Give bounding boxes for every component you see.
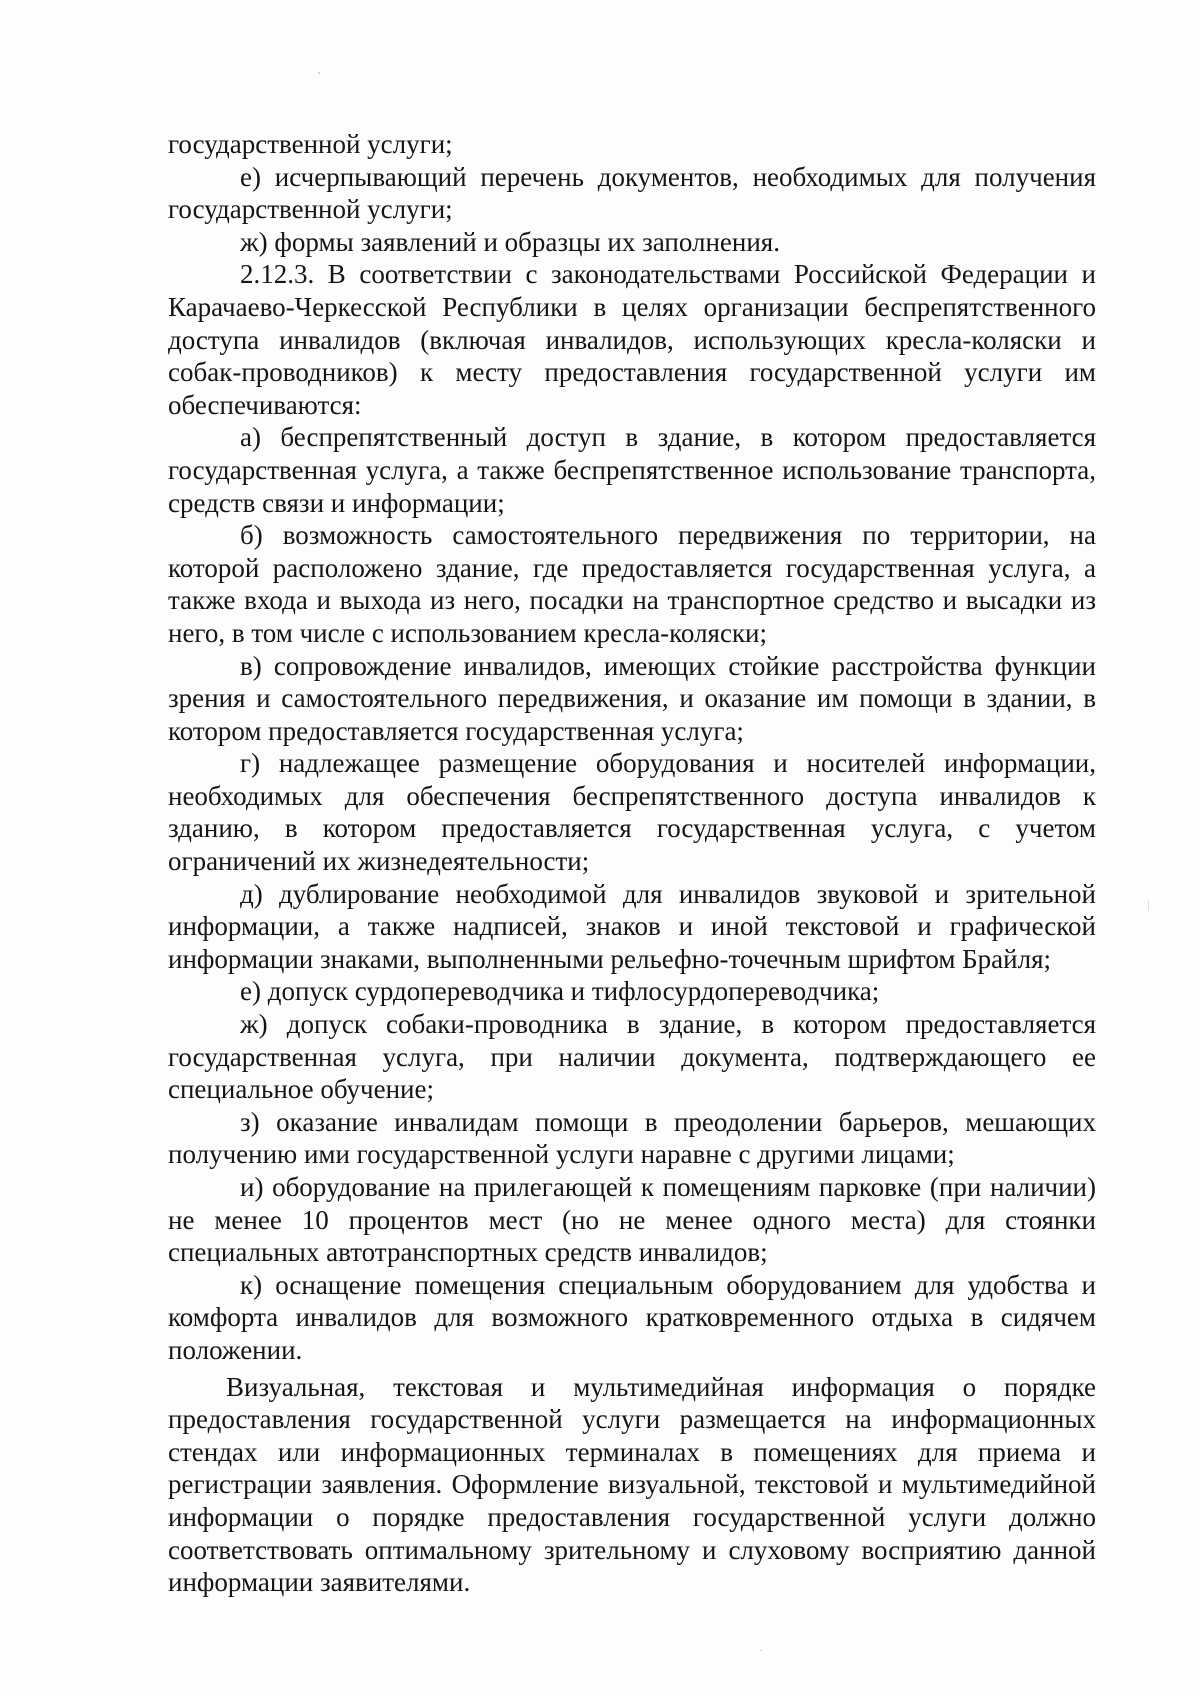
paragraph-visual-information: Визуальная, текстовая и мультимедийная информация о порядке предоставления государственной услуги размещается на информационных стендах или информационных терминалах в помещениях для приема и регистрации заявления. Оформление визуальной, текстовой и мультимедийной информации о порядке предоставления государственной услуги должно соответствовать оптимальному зрительному и слуховому восприятию данной информации заявителями. <box>168 1371 1096 1598</box>
paragraph-continuation: государственной услуги; <box>168 129 453 159</box>
list-item-e: е) допуск сурдопереводчика и тифлосурдопереводчика; <box>240 976 880 1007</box>
list-item-z: з) оказание инвалидам помощи в преодолении барьеров, мешающих получению ими государственной услуги наравне с другими лицами; <box>168 1106 1096 1170</box>
list-item-zh: ж) допуск собаки-проводника в здание, в котором предоставляется государственная услуга, при наличии документа, подтверждающего ее специальное обучение; <box>168 1009 1096 1105</box>
list-item-a: а) беспрепятственный доступ в здание, в котором предоставляется государственная услуга, а также беспрепятственное использование транспорта, средств связи и информации; <box>168 422 1096 518</box>
scan-speck <box>1148 900 1149 910</box>
document-body <box>168 128 1096 1599</box>
list-item-v: в) сопровождение инвалидов, имеющих стойкие расстройства функции зрения и самостоятельного передвижения, и оказание им помощи в здании, в котором предоставляется государственная услуга; <box>168 650 1096 746</box>
list-item-d: д) дублирование необходимой для инвалидов звуковой и зрительной информации, а также надписей, знаков и иной текстовой и графической информации знаками, выполненными рельефно-точечным шрифтом Брайля; <box>168 878 1096 974</box>
scan-speck <box>760 1650 762 1651</box>
list-item-e-documents: е) исчерпывающий перечень документов, необходимых для получения государственной услуги; <box>168 161 1096 225</box>
list-item-k: к) оснащение помещения специальным оборудованием для удобства и комфорта инвалидов для возможного кратковременного отдыха в сидячем положении. <box>168 1269 1096 1365</box>
clause-2-12-3: 2.12.3. В соответствии с законодательствами Российской Федерации и Карачаево-Черкесской Республики в целях организации беспрепятственного доступа инвалидов (включая инвалидов, использующих кресла-коляски и собак-проводников) к месту предоставления государственной услуги им обеспечиваются: <box>168 259 1096 420</box>
list-item-zh-forms: ж) формы заявлений и образцы их заполнения. <box>240 226 780 257</box>
list-item-b: б) возможность самостоятельного передвижения по территории, на которой расположено здание, где предоставляется государственная услуга, а также входа и выхода из него, посадки на транспортное средство и высадки из него, в том числе с использованием кресла-коляски; <box>168 520 1096 648</box>
scan-speck <box>318 72 320 74</box>
list-item-i: и) оборудование на прилегающей к помещениям парковке (при наличии) не менее 10 процентов мест (но не менее одного места) для стоянки специальных автотранспортных средств инвалидов; <box>168 1172 1096 1268</box>
list-item-g: г) надлежащее размещение оборудования и носителей информации, необходимых для обеспечения беспрепятственного доступа инвалидов к зданию, в котором предоставляется государственная услуга, с учетом ограничений их жизнедеятельности; <box>168 748 1096 877</box>
